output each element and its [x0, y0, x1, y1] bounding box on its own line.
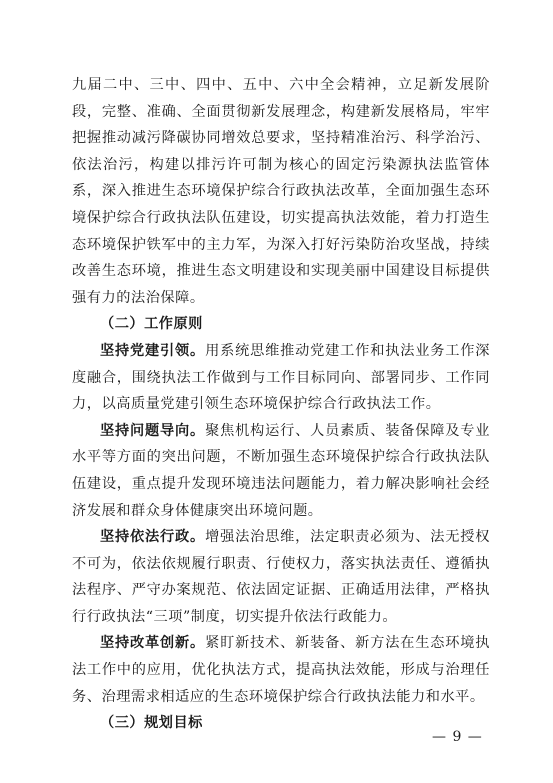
principle-lead: 坚持依法行政。: [100, 529, 206, 546]
principle-text: 聚焦机构运行、人员素质、装备保障及专业水平等方面的突出问题，不断加强生态环境保护综合行政执法队伍建设，重点提升发现环境违法问题能力，着力解决影响社会经济发展和群众身体健康突出环境问题。: [72, 422, 490, 519]
principle-law-based-administration: [72, 524, 490, 630]
principle-text: 用系统思维推动党建工作和执法业务工作深度融合，围绕执法工作做到与工作目标同向、部署同步、工作同力，以高质量党建引领生态环境保护综合行政执法工作。: [72, 342, 490, 413]
principle-lead: 坚持党建引领。: [100, 342, 206, 359]
principle-problem-oriented: [72, 418, 490, 524]
principle-text: 紧盯新技术、新装备、新方法在生态环境执法工作中的应用，优化执法方式，提高执法效能，形成与治理任务、治理需求相适应的生态环境保护综合行政执法能力和水平。: [72, 635, 490, 705]
page-body: [72, 72, 490, 737]
page-number: — 9 —: [432, 729, 483, 745]
section-heading-work-principles: （二）工作原则: [100, 316, 203, 333]
principle-reform-innovation: [72, 630, 490, 710]
principle-lead: 坚持问题导向。: [100, 422, 206, 439]
principle-lead: 坚持改革创新。: [100, 635, 206, 652]
continuation-paragraph: 九届二中、三中、四中、五中、六中全会精神，立足新发展阶段，完整、准确、全面贯彻新发展理念，构建新发展格局，牢牢把握推动减污降碳协同增效总要求，坚持精准治污、科学治污、依法治污，构建以排污许可制为核心的固定污染源执法监管体系，深入推进生态环境保护综合行政执法改革，全面加强生态环境保护综合行政执法队伍建设，切实提高执法效能，着力打造生态环境保护铁军中的主力军，为深入打好污染防治攻坚战，持续改善生态环境，推进生态文明建设和实现美丽中国建设目标提供强有力的法治保障。: [72, 77, 490, 306]
principle-party-building: [72, 338, 490, 418]
principle-text: 增强法治思维，法定职责必须为、法无授权不可为，依法依规履行职责、行使权力，落实执法责任、遵循执法程序、严守办案规范、依法固定证据、正确适用法律，严格执行行政执法“三项”制度，切实提升依法行政能力。: [72, 529, 490, 625]
section-heading-planning-goals: （三）规划目标: [100, 715, 203, 732]
